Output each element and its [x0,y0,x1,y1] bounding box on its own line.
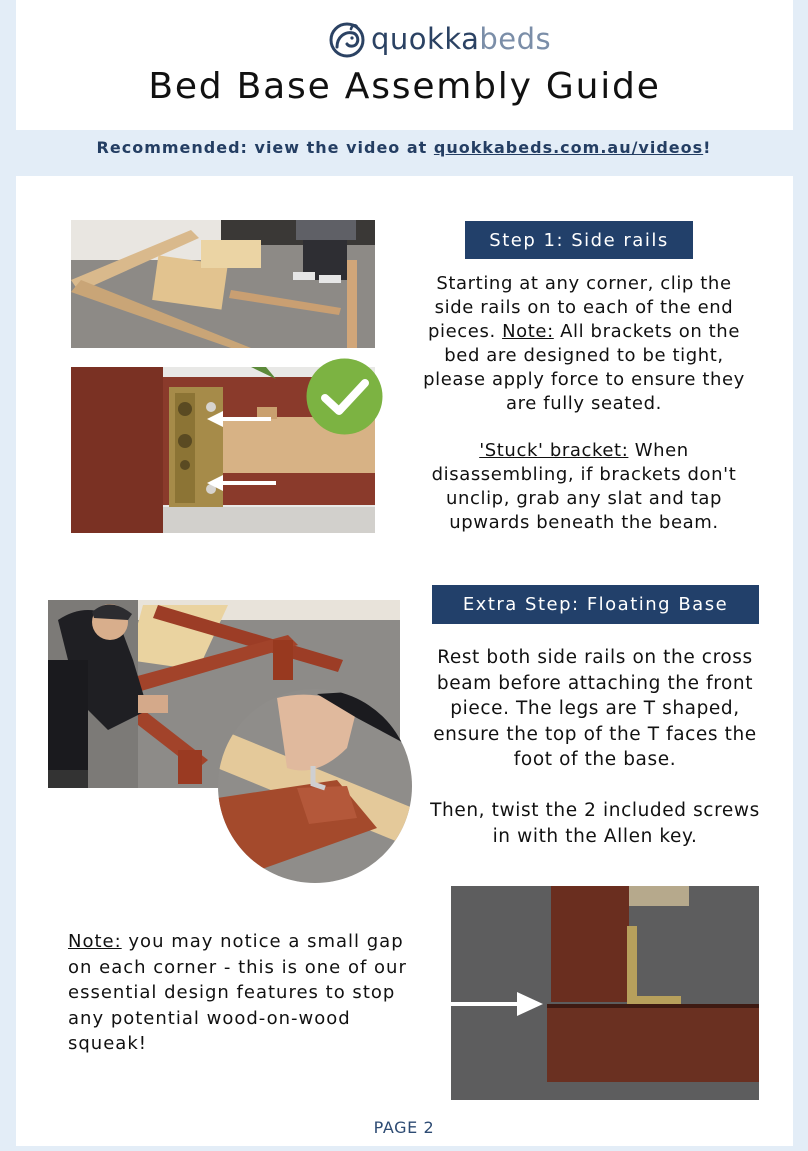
note-label: Note: [68,931,122,952]
extra-step-screws [428,798,762,849]
quokka-logo-icon [327,19,367,59]
step1-label: Step 1: Side rails [465,221,693,259]
step1-instructions [416,272,752,416]
stuck-bracket-label: 'Stuck' bracket: [479,440,629,461]
video-banner [0,138,808,157]
banner-prefix: Recommended: view the video at [96,138,434,157]
note-text: you may notice a small gap on each corner - this is one of our essential design features to stop any potential wood-on-wood squeak! [68,931,407,1054]
brand-suffix: beds [479,22,552,56]
extra-step-instructions [428,645,762,773]
step1-text-a: Starting at any corner, clip the side rails on to each of the end pieces. [428,273,734,342]
check-icon [305,357,384,436]
page-number: PAGE 2 [373,1118,435,1137]
page-title: Bed Base Assembly Guide [148,66,661,107]
corner-gap-photo [451,886,759,1100]
banner-suffix: ! [703,138,712,157]
allen-key-inset-photo [217,688,413,884]
step1-note-label: Note: [502,321,554,342]
brand-prefix: quokka [371,22,480,56]
stuck-bracket-tip [416,439,752,535]
extra-step-para1: Rest both side rails on the cross beam before attaching the front piece. The legs are T shaped, ensure the top of the T faces the foot of the base. [433,647,757,770]
squeak-note [68,929,408,1057]
header [16,0,793,130]
extra-step-para2: Then, twist the 2 included screws in with the Allen key. [430,800,760,847]
stuck-bracket-text: When disassembling, if brackets don't unclip, grab any slat and tap upwards beneath the beam. [431,440,737,533]
step1-text-b: All brackets on the bed are designed to be tight, please apply force to ensure they are fully seated. [423,321,745,414]
side-rails-photo [71,220,375,348]
video-link[interactable]: quokkabeds.com.au/videos [433,138,704,157]
brand-name [371,22,551,56]
brand-logo[interactable] [327,18,551,60]
extra-step-label: Extra Step: Floating Base [432,585,759,624]
